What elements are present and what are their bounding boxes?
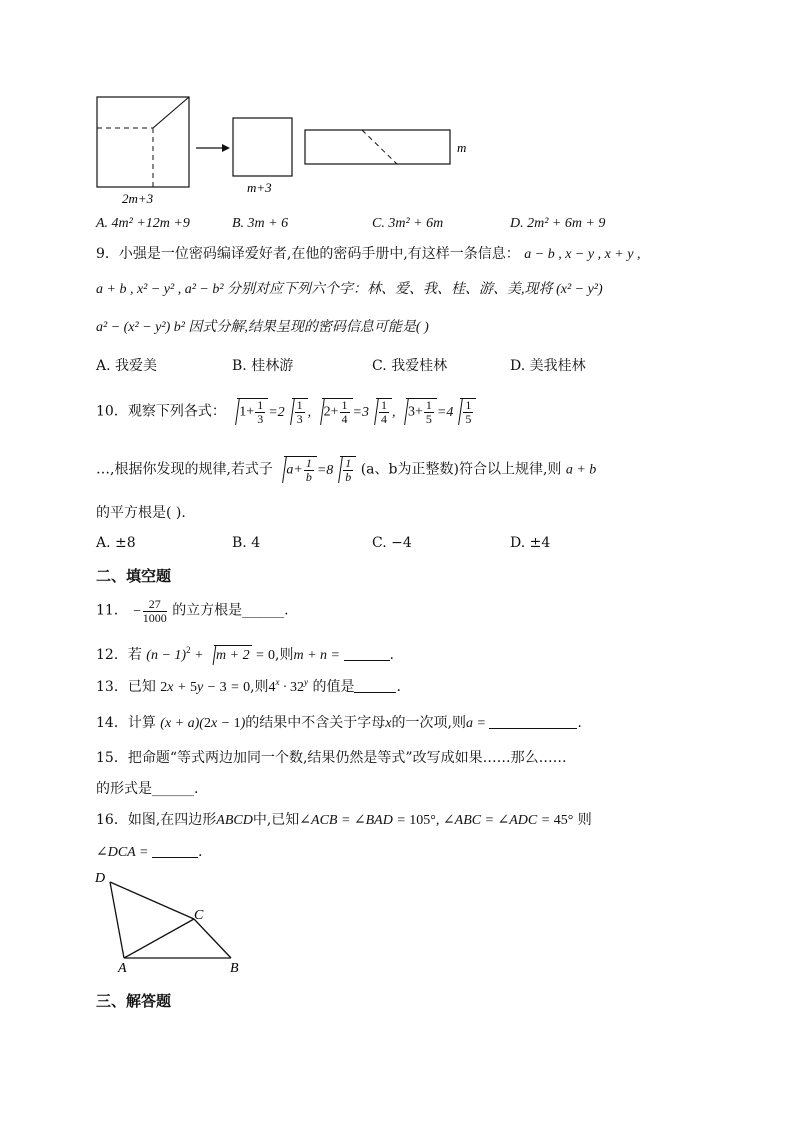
q16-line2: ∠DCA = . <box>96 844 203 860</box>
q9-option-a[interactable]: A. 我爱美 <box>96 358 158 374</box>
q12-answer-blank[interactable] <box>344 646 390 661</box>
q9-line1-expr: a − b , x − y , x + y , <box>524 247 641 262</box>
q10-option-a[interactable]: A. ±8 <box>96 535 136 551</box>
q8-option-b[interactable]: B. 3m + 6 <box>232 216 289 231</box>
q14: 14．计算 (x + a)(2x − 1)的结果中不含关于字母x的一次项,则a = . <box>96 715 582 731</box>
q13-tail: . <box>396 679 401 695</box>
q10-option-c[interactable]: C. −4 <box>372 535 412 551</box>
q11-number: 11． <box>96 602 128 619</box>
q13-text-a: 13．已知 <box>96 679 156 695</box>
big-square-label: 2m+3 <box>122 191 154 206</box>
q13: 13．已知 2x + 5y − 3 = 0,则$4^x \cdot 32^y$ 的值是 . <box>96 677 401 695</box>
q16-tail: . <box>197 844 203 860</box>
q10-option-d[interactable]: D. ±4 <box>510 535 551 551</box>
q12-text-a: 12．若 <box>96 647 142 663</box>
q9-option-b[interactable]: B. 桂林游 <box>232 358 294 374</box>
q16-text-a: 16．如图,在四边形 <box>96 812 217 828</box>
q10-formulas: 1+ $\frac{1}{3}$ =2 $\frac{1}{3}$ , 2+ $\frac{1}{4}$ =3 $\frac{1}{4}$ , 3+ $\frac{1}{5}$ =4 $\frac{1}{5}$ <box>230 405 476 420</box>
q13-answer-blank[interactable] <box>354 678 396 693</box>
q9-line3: a² − (x² − y²) b² 因式分解,结果呈现的密码信息可能是( ) <box>96 320 429 335</box>
q16-line1: 16．如图,在四边形ABCD中,已知∠ACB = ∠BAD = 105°, ∠ABC = ∠ADC = 45° 则 <box>96 812 592 828</box>
q14-text-a: 14．计算 <box>96 715 156 731</box>
q15-line1: 15．把命题“等式两边加同一个数,结果仍然是等式”改写成如果……那么…… <box>96 750 567 766</box>
q14-tail: . <box>577 715 582 731</box>
vertex-d-label: D <box>95 871 106 886</box>
section-3-heading: 三、解答题 <box>96 992 172 1010</box>
q10-line3: 的平方根是( ). <box>96 505 186 521</box>
q11-text: 的立方根是______. <box>172 602 289 619</box>
q12: 12．若 $(n - 1)^2 + m + 2 = 0$,则m + n = . <box>96 645 394 666</box>
q8-option-a[interactable]: A. 4m² +12m +9 <box>96 216 190 231</box>
vertex-b-label: B <box>230 961 239 976</box>
q16-answer-blank[interactable] <box>152 843 198 858</box>
q9-line2 <box>96 280 603 300</box>
q9-option-d[interactable]: D. 美我桂林 <box>510 358 586 374</box>
q9-line1 <box>96 244 640 265</box>
q9-line2-expr: (x² − y²) <box>556 282 603 297</box>
q8-figure <box>90 92 490 210</box>
q13-text-b: ,则 <box>250 679 269 695</box>
q13-text-c: 的值是 <box>312 679 355 695</box>
section-2-heading: 二、填空题 <box>96 567 172 585</box>
q14-answer-blank[interactable] <box>489 714 577 729</box>
q14-text-c: 的一次项,则 <box>391 715 466 731</box>
q9-option-c[interactable]: C. 我爱桂林 <box>372 358 448 374</box>
q12-text-b: ,则 <box>275 647 294 663</box>
q9-line1-text: 9．小强是一位密码编译爱好者,在他的密码手册中,有这样一条信息： <box>96 246 520 262</box>
q10-line2-head: …,根据你发现的规律,若式子 <box>96 461 273 478</box>
q15-line2: 的形式是______. <box>96 781 199 797</box>
q11: 11． − $\frac{27}{1000}$ 的立方根是______. <box>96 597 289 625</box>
q14-text-b: 的结果中不含关于字母 <box>245 715 386 731</box>
q10-line2: …,根据你发现的规律,若式子 a+ $\frac{1}{b}$ =8 $\frac{1}{b}$ (a、b为正整数)符合以上规律,则 a + b <box>96 456 597 484</box>
q8-option-c[interactable]: C. 3m² + 6m <box>372 216 444 231</box>
vertex-a-label: A <box>118 961 127 976</box>
q9-line2-text: a + b , x² − y² , a² − b² 分别对应下列六个字：林、爱、我、桂、游、美,现将 <box>96 282 553 297</box>
q16-text-b: 中,已知 <box>252 812 300 828</box>
rect-label: m <box>457 140 467 155</box>
q10-option-b[interactable]: B. 4 <box>232 535 261 551</box>
q10-line1-text: 10．观察下列各式： <box>96 403 226 420</box>
q10-line1 <box>96 398 476 426</box>
small-square-label: m+3 <box>247 180 272 195</box>
q12-tail: . <box>389 647 394 663</box>
vertex-c-label: C <box>194 908 204 923</box>
q16-text-c: 则 <box>577 812 592 828</box>
q10-line2-tail: (a、b为正整数)符合以上规律,则 <box>360 461 562 478</box>
q16-figure <box>90 866 250 978</box>
q8-option-d[interactable]: D. 2m² + 6m + 9 <box>510 216 606 231</box>
